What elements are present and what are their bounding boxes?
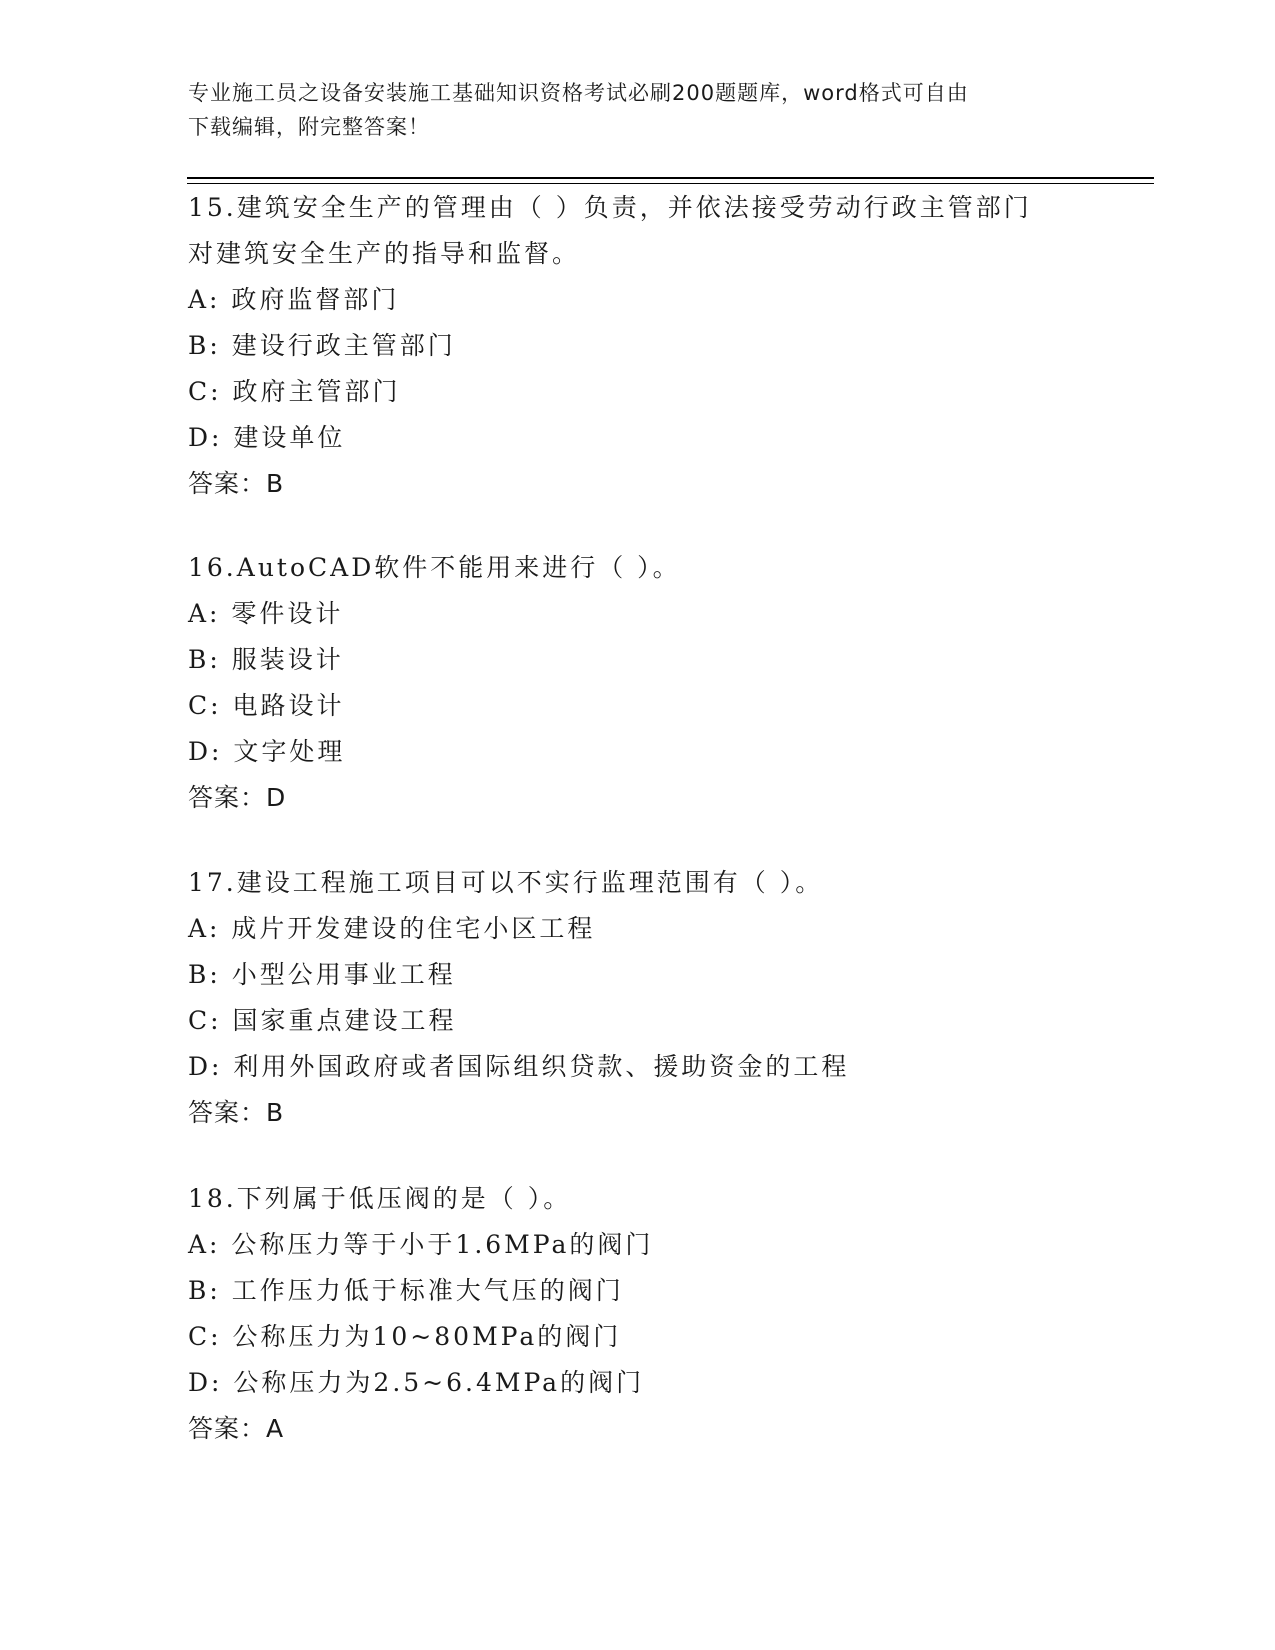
- question-18: [188, 1176, 1088, 1452]
- option-c: C: 国家重点建设工程: [188, 1006, 457, 1035]
- option-c: C: 公称压力为10~80MPa的阀门: [188, 1322, 622, 1351]
- option-a: A: 公称压力等于小于1.6MPa的阀门: [188, 1230, 654, 1259]
- header-rule-thick: [187, 177, 1154, 179]
- question-16: [188, 545, 1088, 821]
- question-stem: 15.建筑安全生产的管理由（ ）负责，并依法接受劳动行政主管部门: [188, 193, 1032, 222]
- option-d: D: 利用外国政府或者国际组织贷款、援助资金的工程: [188, 1052, 850, 1081]
- answer: 答案：A: [188, 1414, 285, 1443]
- option-c: C: 政府主管部门: [188, 377, 401, 406]
- header-line-1: 专业施工员之设备安装施工基础知识资格考试必刷200题题库，word格式可自由: [188, 81, 969, 105]
- header-rule-thin: [187, 183, 1154, 184]
- answer: 答案：B: [188, 469, 285, 498]
- document-header: [188, 76, 1088, 144]
- option-c: C: 电路设计: [188, 691, 345, 720]
- option-d: D: 文字处理: [188, 737, 346, 766]
- option-d: D: 公称压力为2.5~6.4MPa的阀门: [188, 1368, 645, 1397]
- option-b: B: 工作压力低于标准大气压的阀门: [188, 1276, 624, 1305]
- option-d: D: 建设单位: [188, 423, 346, 452]
- option-a: A: 政府监督部门: [188, 285, 400, 314]
- question-stem: 18.下列属于低压阀的是（ ）。: [188, 1184, 572, 1213]
- header-line-2: 下载编辑，附完整答案！: [188, 115, 430, 139]
- question-stem: 17.建设工程施工项目可以不实行监理范围有（ ）。: [188, 868, 824, 897]
- answer: 答案：D: [188, 783, 287, 812]
- question-15: [188, 185, 1088, 507]
- option-b: B: 小型公用事业工程: [188, 960, 456, 989]
- question-stem: 16.AutoCAD软件不能用来进行（ ）。: [188, 553, 681, 582]
- option-b: B: 建设行政主管部门: [188, 331, 456, 360]
- answer: 答案：B: [188, 1098, 285, 1127]
- question-17: [188, 860, 1088, 1136]
- question-stem-continued: 对建筑安全生产的指导和监督。: [188, 239, 581, 268]
- option-a: A: 成片开发建设的住宅小区工程: [188, 914, 596, 943]
- option-b: B: 服装设计: [188, 645, 344, 674]
- option-a: A: 零件设计: [188, 599, 344, 628]
